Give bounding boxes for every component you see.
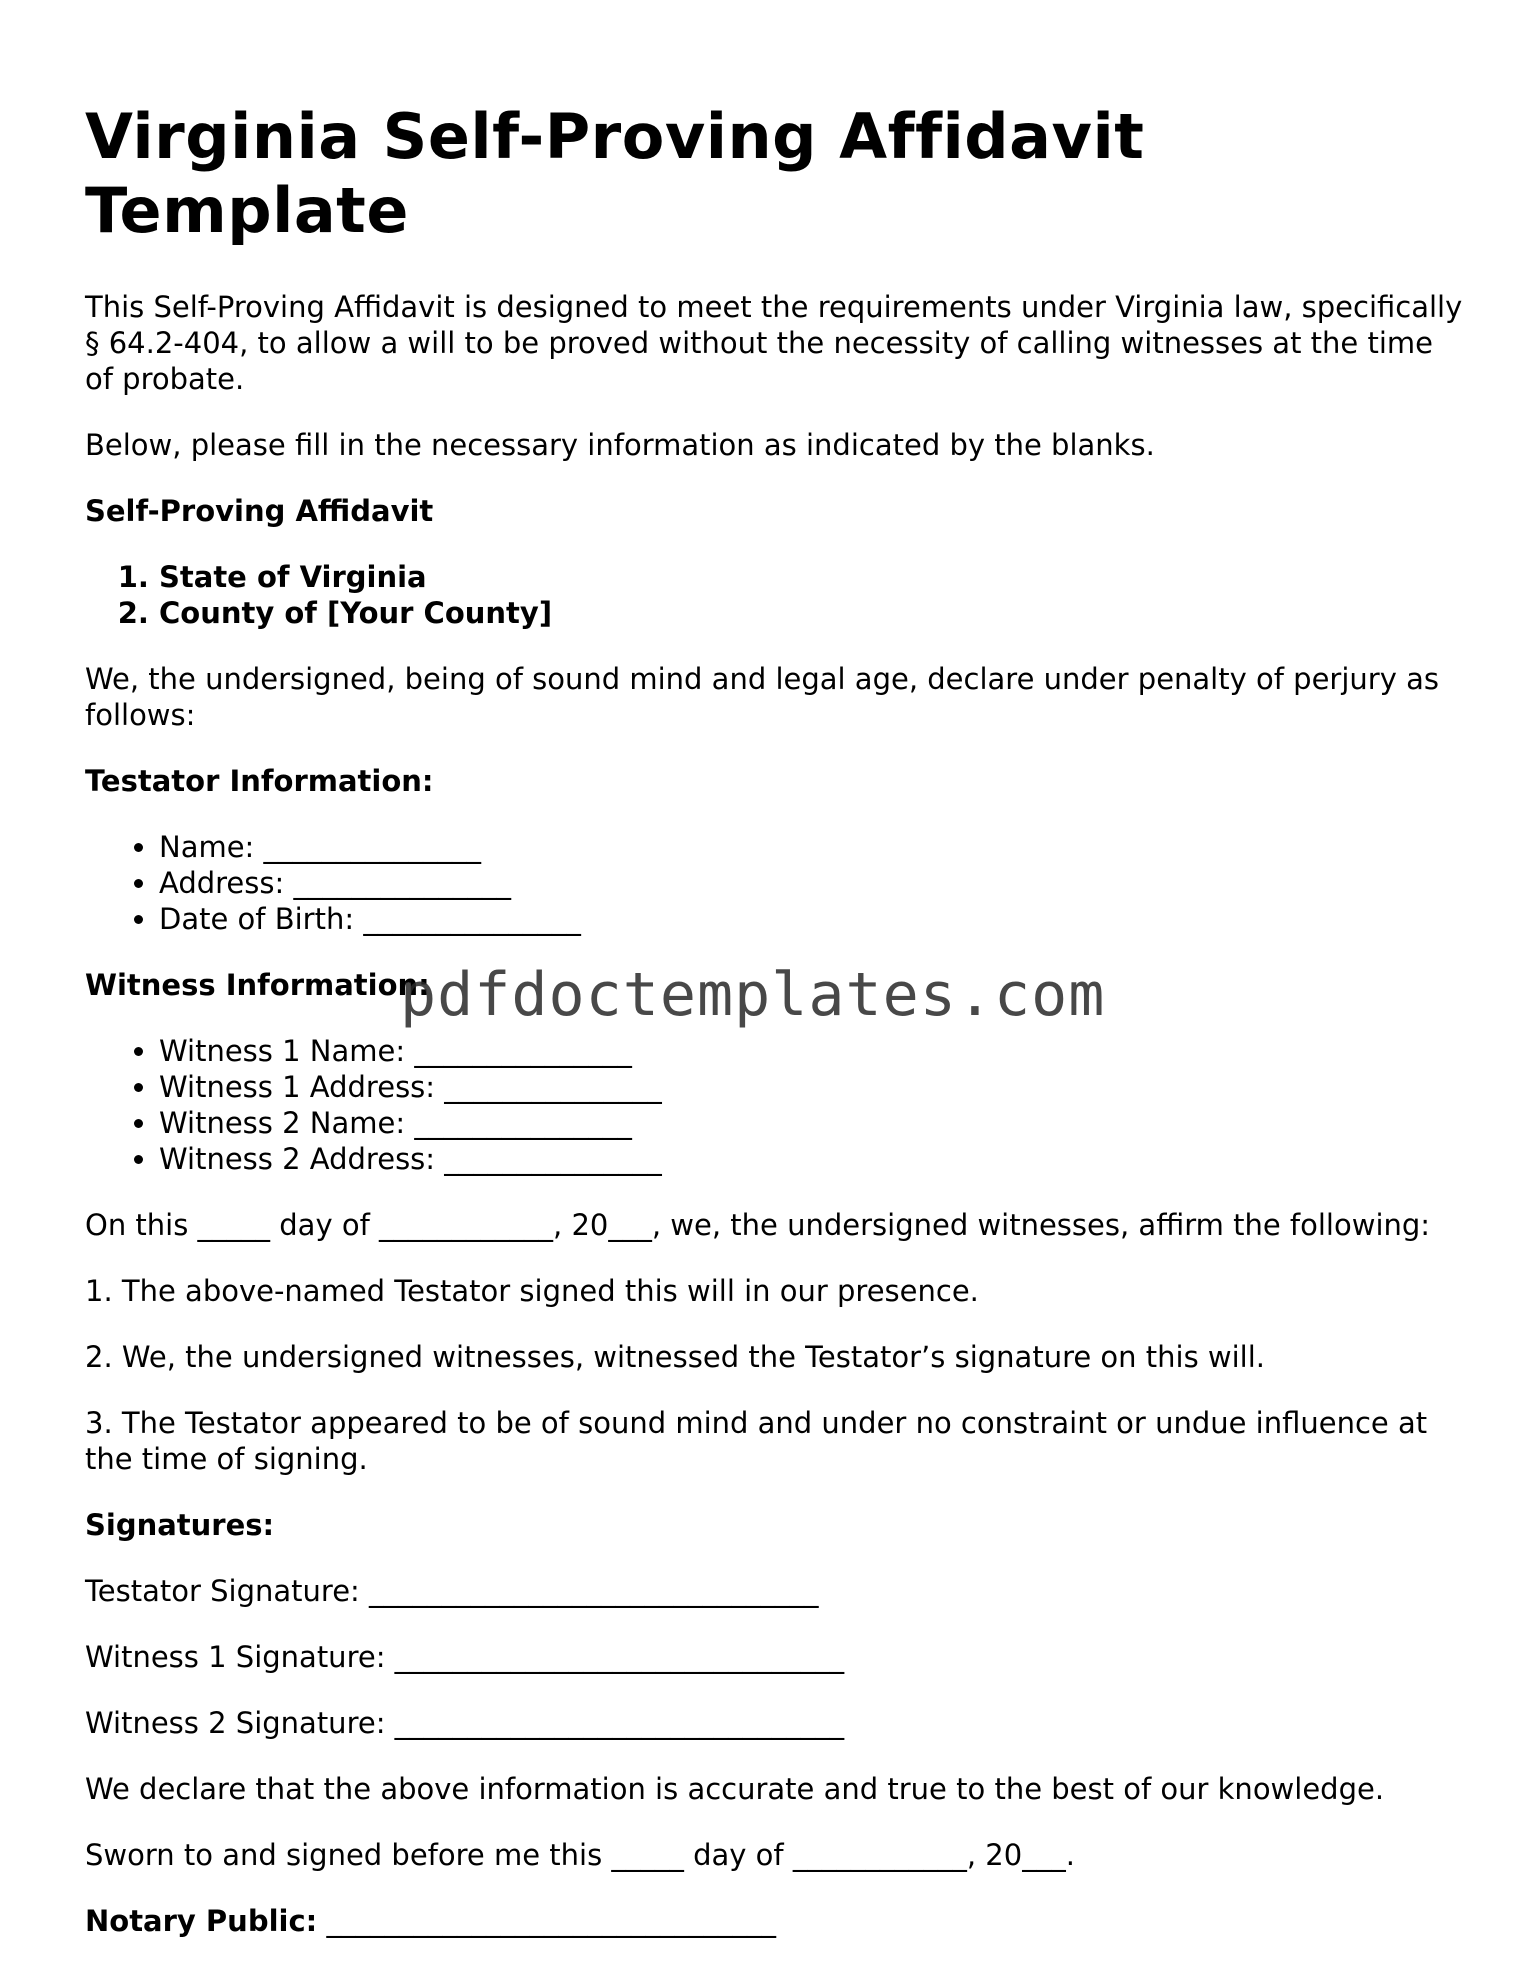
testator-name-field: • Name: _______________ [159,829,1465,865]
witness-1-name-field: • Witness 1 Name: _______________ [159,1033,1465,1069]
witness-2-name-field: • Witness 2 Name: _______________ [159,1105,1465,1141]
witness-heading: Witness Information: [85,967,430,1002]
affirm-paragraph: On this _____ day of ____________, 20___, we, the undersigned witnesses, affirm the following: [85,1207,1431,1242]
signatures-heading: Signatures: [85,1507,275,1542]
statement-2: 2. We, the undersigned witnesses, witnessed the Testator’s signature on this will. [85,1339,1266,1374]
section-heading: Self-Proving Affidavit [85,493,434,528]
notary-line [85,1903,1465,1939]
witness-2-signature-line: Witness 2 Signature: _______________________________ [85,1705,845,1740]
witness-list [85,1033,1465,1177]
document-page [85,100,1465,1969]
location-item-state: 1. State of Virginia [159,559,1465,595]
notary-label: Notary Public: [85,1903,318,1938]
testator-address-field: • Address: _______________ [159,865,1465,901]
notary-blank: _______________________________ [317,1903,776,1938]
location-list [85,559,1465,631]
watermark-text: pdfdoctemplates.com [400,960,1106,1030]
location-item-county: 2. County of [Your County] [159,595,1465,631]
accuracy-statement: We declare that the above information is accurate and true to the best of our knowledge. [85,1771,1385,1806]
testator-dob-field: • Date of Birth: _______________ [159,901,1465,937]
intro-paragraph: This Self-Proving Affidavit is designed to meet the requirements under Virginia law, specifically § 64.2-404, to allow a will to be proved without the necessity of calling witnesses at the time of probate. [85,289,1463,396]
statement-3: 3. The Testator appeared to be of sound mind and under no constraint or undue influence at the time of signing. [85,1405,1428,1476]
page-title: Virginia Self-Proving Affidavit Template [85,100,1145,248]
statement-1: 1. The above-named Testator signed this will in our presence. [85,1273,979,1308]
witness-1-signature-line: Witness 1 Signature: _______________________________ [85,1639,845,1674]
witness-1-address-field: • Witness 1 Address: _______________ [159,1069,1465,1105]
testator-heading: Testator Information: [85,763,434,798]
declaration-paragraph: We, the undersigned, being of sound mind and legal age, declare under penalty of perjury as follows: [85,661,1439,732]
witness-2-address-field: • Witness 2 Address: _______________ [159,1141,1465,1177]
instruction-paragraph: Below, please fill in the necessary information as indicated by the blanks. [85,427,1155,462]
testator-list [85,829,1465,937]
sworn-line: Sworn to and signed before me this _____ day of ____________, 20___. [85,1837,1075,1872]
testator-signature-line: Testator Signature: _______________________________ [85,1573,819,1608]
